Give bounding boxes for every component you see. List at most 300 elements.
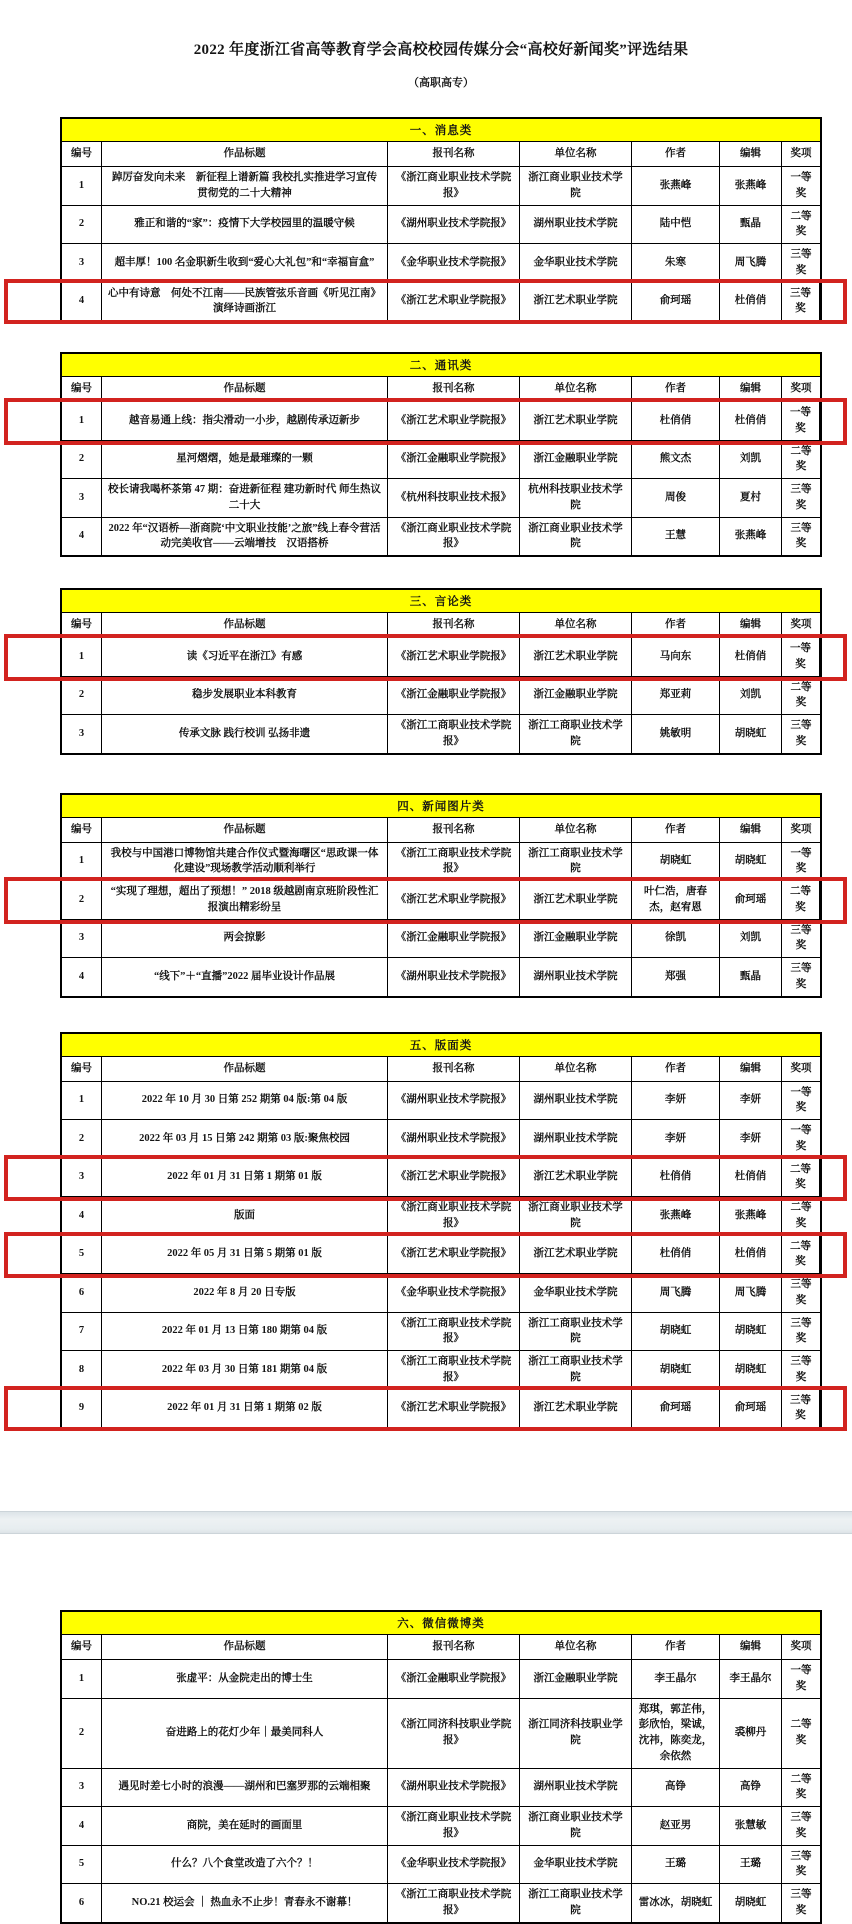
cell-award: 二等奖: [782, 677, 820, 716]
cell-publication: 《浙江工商职业技术学院报》: [388, 843, 520, 882]
cell-publication: 《浙江艺术职业学院报》: [388, 283, 520, 321]
table-row: [62, 167, 820, 206]
column-header: 报刊名称: [388, 377, 520, 402]
table-row: [62, 1159, 820, 1198]
cell-author: 李妍: [632, 1082, 720, 1121]
cell-author: 郑亚莉: [632, 677, 720, 716]
table-body: [62, 1660, 820, 1922]
cell-number: 2: [62, 206, 102, 245]
page-title: 2022 年度浙江省高等教育学会高校校园传媒分会“高校好新闻奖”评选结果: [193, 42, 689, 58]
column-header: 编辑: [720, 613, 782, 638]
cell-number: 9: [62, 1390, 102, 1428]
cell-title: 张虚平：从金院走出的博士生: [102, 1660, 388, 1699]
cell-organization: 浙江艺术职业学院: [520, 1159, 632, 1198]
cell-award: 三等奖: [782, 1313, 820, 1352]
cell-publication: 《金华职业技术学院报》: [388, 1846, 520, 1885]
cell-number: 4: [62, 518, 102, 556]
section-title: 四、新闻图片类: [397, 800, 485, 813]
cell-number: 3: [62, 1159, 102, 1198]
cell-author: 杜俏俏: [632, 1159, 720, 1198]
cell-number: 1: [62, 1082, 102, 1121]
cell-title: 2022 年 10 月 30 日第 252 期第 04 版:第 04 版: [102, 1082, 388, 1121]
cell-number: 1: [62, 402, 102, 441]
column-header: 作者: [632, 142, 720, 167]
cell-title: 商院，美在延时的画面里: [102, 1807, 388, 1846]
page-separator-band: [0, 1511, 852, 1534]
cell-editor: 刘凯: [720, 920, 782, 959]
column-header: 奖项: [782, 377, 820, 402]
column-header: 报刊名称: [388, 818, 520, 843]
cell-number: 1: [62, 843, 102, 882]
cell-publication: 《浙江艺术职业学院报》: [388, 1390, 520, 1428]
cell-title: 2022 年 05 月 31 日第 5 期第 01 版: [102, 1236, 388, 1275]
cell-publication: 《湖州职业技术学院报》: [388, 1082, 520, 1121]
cell-publication: 《浙江金融职业学院报》: [388, 1660, 520, 1699]
cell-title: 读《习近平在浙江》有感: [102, 638, 388, 677]
cell-award: 三等奖: [782, 1846, 820, 1885]
cell-author: 杜俏俏: [632, 402, 720, 441]
cell-number: 3: [62, 479, 102, 518]
section-title-bar: [62, 1034, 820, 1057]
cell-title: 2022 年 01 月 13 日第 180 期第 04 版: [102, 1313, 388, 1352]
column-header: 编辑: [720, 818, 782, 843]
table-row: [62, 1769, 820, 1808]
cell-title: 超丰厚！100 名金职新生收到“爱心大礼包”和“幸福盲盒”: [102, 244, 388, 283]
cell-author: 郑强: [632, 958, 720, 996]
cell-editor: 杜俏俏: [720, 1236, 782, 1275]
cell-title: “实现了理想，超出了预想！” 2018 级越剧南京班阶段性汇报演出精彩纷呈: [102, 881, 388, 920]
cell-award: 一等奖: [782, 1082, 820, 1121]
cell-title: 2022 年 03 月 15 日第 242 期第 03 版:聚焦校园: [102, 1120, 388, 1159]
column-header: 报刊名称: [388, 142, 520, 167]
cell-publication: 《杭州科技职业技术报》: [388, 479, 520, 518]
column-header: 作者: [632, 1635, 720, 1660]
column-header: 编号: [62, 377, 102, 402]
cell-number: 2: [62, 441, 102, 480]
cell-author: 张燕峰: [632, 167, 720, 206]
cell-organization: 浙江商业职业技术学院: [520, 167, 632, 206]
cell-award: 一等奖: [782, 1120, 820, 1159]
cell-title: “线下”＋“直播”2022 届毕业设计作品展: [102, 958, 388, 996]
table-row: [62, 715, 820, 753]
cell-author: 王慧: [632, 518, 720, 556]
cell-author: 杜俏俏: [632, 1236, 720, 1275]
table-row: [62, 1082, 820, 1121]
cell-author: 李妍: [632, 1120, 720, 1159]
column-header: 作品标题: [102, 377, 388, 402]
table-row: [62, 1660, 820, 1699]
section-title-bar: [62, 795, 820, 818]
column-header: 编辑: [720, 142, 782, 167]
cell-organization: 浙江金融职业学院: [520, 920, 632, 959]
cell-editor: 裘柳丹: [720, 1699, 782, 1769]
cell-title: 什么？八个食堂改造了六个？！: [102, 1846, 388, 1885]
cell-organization: 金华职业技术学院: [520, 244, 632, 283]
table-row: [62, 1699, 820, 1769]
cell-publication: 《浙江金融职业学院报》: [388, 920, 520, 959]
cell-author: 李王晶尔: [632, 1660, 720, 1699]
table-row: [62, 1390, 820, 1428]
cell-number: 5: [62, 1846, 102, 1885]
column-header: 奖项: [782, 142, 820, 167]
column-header: 编号: [62, 1057, 102, 1082]
cell-award: 三等奖: [782, 920, 820, 959]
cell-author: 陆中恺: [632, 206, 720, 245]
cell-publication: 《浙江工商职业技术学院报》: [388, 1351, 520, 1390]
cell-award: 三等奖: [790, 720, 812, 747]
cell-editor: 张燕峰: [720, 1197, 782, 1236]
column-header: 作者: [632, 377, 720, 402]
table-row: [62, 1197, 820, 1236]
cell-number: 4: [62, 1807, 102, 1846]
cell-publication: 《浙江工商职业技术学院报》: [388, 1313, 520, 1352]
cell-organization: 浙江商业职业技术学院: [520, 518, 632, 556]
cell-number: 1: [62, 638, 102, 677]
section-title-bar: [62, 1612, 820, 1635]
table-row: [62, 283, 820, 321]
cell-author: 周飞腾: [632, 1274, 720, 1313]
column-header: 作品标题: [102, 1635, 388, 1660]
table-row: [62, 518, 820, 556]
cell-organization: 浙江商业职业技术学院: [520, 1197, 632, 1236]
cell-editor: 周飞腾: [720, 1274, 782, 1313]
cell-number: 2: [62, 881, 102, 920]
cell-publication: 《浙江工商职业技术学院报》: [388, 715, 520, 753]
table-row: [62, 677, 820, 716]
cell-organization: 浙江工商职业技术学院: [520, 1313, 632, 1352]
cell-editor: 杜俏俏: [720, 283, 782, 321]
cell-editor: 王璐: [720, 1846, 782, 1885]
cell-award: 三等奖: [782, 283, 820, 321]
cell-award: 二等奖: [782, 206, 820, 245]
column-header: 单位名称: [520, 1057, 632, 1082]
table-row: [62, 1120, 820, 1159]
cell-award: 一等奖: [782, 843, 820, 882]
cell-organization: 浙江工商职业技术学院: [520, 1884, 632, 1922]
cell-number: 3: [62, 920, 102, 959]
award-section: [60, 1032, 822, 1430]
cell-author: 胡晓虹: [632, 1313, 720, 1352]
cell-editor: 杜俏俏: [720, 638, 782, 677]
award-section: [60, 1610, 822, 1924]
table-header-row: [62, 377, 820, 402]
cell-award: 一等奖: [782, 402, 820, 441]
cell-publication: 《浙江金融职业学院报》: [388, 441, 520, 480]
column-header: 奖项: [782, 1057, 820, 1082]
column-header: 编辑: [720, 377, 782, 402]
cell-award: 三等奖: [782, 1274, 820, 1313]
cell-organization: 浙江商业职业技术学院: [520, 1807, 632, 1846]
column-header: 编辑: [720, 1057, 782, 1082]
cell-author: 王璐: [632, 1846, 720, 1885]
table-row: [62, 206, 820, 245]
cell-editor: 俞珂瑶: [720, 1390, 782, 1428]
column-header: 作者: [632, 1057, 720, 1082]
table-row: [62, 244, 820, 283]
table-body: [62, 1082, 820, 1428]
cell-number: 2: [62, 1699, 102, 1769]
cell-title: 2022 年 03 月 30 日第 181 期第 04 版: [102, 1351, 388, 1390]
cell-number: 8: [62, 1351, 102, 1390]
column-header: 编号: [62, 613, 102, 638]
cell-number: 6: [62, 1274, 102, 1313]
cell-organization: 湖州职业技术学院: [520, 1120, 632, 1159]
cell-award: 一等奖: [782, 1660, 820, 1699]
cell-award: 二等奖: [782, 1236, 820, 1275]
cell-award: 二等奖: [782, 1699, 820, 1769]
cell-organization: 湖州职业技术学院: [520, 1769, 632, 1808]
table-body: [62, 843, 820, 996]
column-header: 奖项: [782, 613, 820, 638]
cell-organization: 杭州科技职业技术学院: [520, 479, 632, 518]
cell-author: 赵亚男: [632, 1807, 720, 1846]
table-row: [62, 1846, 820, 1885]
cell-title: 2022 年 8 月 20 日专版: [102, 1274, 388, 1313]
column-header: 编号: [62, 142, 102, 167]
table-row: [62, 441, 820, 480]
cell-title: 心中有诗意 何处不江南——民族管弦乐音画《听见江南》演绎诗画浙江: [102, 283, 388, 321]
document-page: [0, 38, 852, 1924]
cell-award: 二等奖: [782, 881, 820, 920]
table-header-row: [62, 1635, 820, 1660]
cell-title: 稳步发展职业本科教育: [102, 677, 388, 716]
cell-publication: 《湖州职业技术学院报》: [388, 206, 520, 245]
cell-organization: 浙江金融职业学院: [520, 677, 632, 716]
column-header: 单位名称: [520, 142, 632, 167]
cell-organization: 浙江工商职业技术学院: [520, 715, 632, 753]
cell-editor: 刘凯: [720, 677, 782, 716]
column-header: 作品标题: [102, 142, 388, 167]
award-section: [60, 588, 822, 755]
column-header: 作品标题: [102, 818, 388, 843]
cell-author: 朱寒: [632, 244, 720, 283]
cell-author: 俞珂瑶: [632, 283, 720, 321]
cell-editor: 胡晓虹: [720, 1884, 782, 1922]
cell-publication: 《金华职业技术学院报》: [388, 1274, 520, 1313]
cell-number: 5: [62, 1236, 102, 1275]
award-section: [60, 352, 822, 557]
cell-publication: 《湖州职业技术学院报》: [388, 958, 520, 996]
cell-title: 传承文脉 践行校训 弘扬非遗: [102, 715, 388, 753]
cell-publication: 《浙江艺术职业学院报》: [388, 1159, 520, 1198]
cell-title: 遇见时差七小时的浪漫——湖州和巴塞罗那的云端相聚: [102, 1769, 388, 1808]
cell-editor: 胡晓虹: [720, 1351, 782, 1390]
cell-number: 4: [62, 283, 102, 321]
cell-author: 熊文杰: [632, 441, 720, 480]
cell-author: 张燕峰: [632, 1197, 720, 1236]
cell-author: 俞珂瑶: [632, 1390, 720, 1428]
table-row: [62, 1351, 820, 1390]
cell-organization: 浙江艺术职业学院: [520, 1236, 632, 1275]
cell-editor: 甄晶: [720, 206, 782, 245]
cell-title: 奋进路上的花灯少年｜最美同科人: [102, 1699, 388, 1769]
cell-author: 胡晓虹: [632, 843, 720, 882]
cell-editor: 甄晶: [720, 958, 782, 996]
cell-editor: 张慧敏: [720, 1807, 782, 1846]
cell-publication: 《浙江商业职业技术学院报》: [388, 1807, 520, 1846]
table-body: [62, 402, 820, 555]
page-subtitle: （高职高专）: [408, 77, 474, 89]
cell-number: 3: [62, 1769, 102, 1808]
cell-organization: 金华职业技术学院: [520, 1274, 632, 1313]
cell-title: 版面: [102, 1197, 388, 1236]
cell-organization: 湖州职业技术学院: [520, 206, 632, 245]
section-title: 五、版面类: [409, 1039, 473, 1052]
table-header-row: [62, 818, 820, 843]
cell-organization: 湖州职业技术学院: [520, 1082, 632, 1121]
cell-editor: 胡晓虹: [720, 1313, 782, 1352]
cell-publication: 《浙江商业职业技术学院报》: [388, 518, 520, 556]
cell-publication: 《浙江工商职业技术学院报》: [388, 1884, 520, 1922]
award-section: [60, 793, 822, 998]
cell-publication: 《浙江金融职业学院报》: [388, 677, 520, 716]
cell-number: 7: [62, 1313, 102, 1352]
cell-title: 雅正和谐的“家”：疫情下大学校园里的温暖守候: [102, 206, 388, 245]
cell-number: 1: [62, 167, 102, 206]
column-header: 作者: [632, 613, 720, 638]
column-header: 单位名称: [520, 613, 632, 638]
cell-number: 6: [62, 1884, 102, 1922]
cell-number: 3: [62, 244, 102, 283]
cell-organization: 浙江艺术职业学院: [520, 1390, 632, 1428]
cell-organization: 浙江金融职业学院: [520, 441, 632, 480]
column-header: 作者: [632, 818, 720, 843]
cell-award: 一等奖: [782, 638, 820, 677]
cell-award: 一等奖: [782, 167, 820, 206]
column-header: 单位名称: [520, 818, 632, 843]
column-header: 报刊名称: [388, 613, 520, 638]
award-section: [60, 117, 822, 322]
cell-title: 2022 年 01 月 31 日第 1 期第 02 版: [102, 1390, 388, 1428]
column-header: 奖项: [782, 818, 820, 843]
cell-number: 4: [62, 1197, 102, 1236]
cell-organization: 浙江艺术职业学院: [520, 638, 632, 677]
cell-editor: 李妍: [720, 1120, 782, 1159]
table-row: [62, 638, 820, 677]
cell-editor: 胡晓虹: [720, 715, 782, 753]
table-row: [62, 1313, 820, 1352]
column-header: 单位名称: [520, 377, 632, 402]
cell-award: 三等奖: [782, 479, 820, 518]
cell-award: 二等奖: [782, 441, 820, 480]
cell-award: 三等奖: [782, 244, 820, 283]
cell-title: 两会掠影: [102, 920, 388, 959]
cell-author: 周俊: [632, 479, 720, 518]
cell-award: 三等奖: [790, 522, 812, 550]
section-title: 三、言论类: [409, 596, 473, 608]
column-header: 报刊名称: [388, 1635, 520, 1660]
table-row: [62, 920, 820, 959]
table-header-row: [62, 613, 820, 638]
table-row: [62, 1884, 820, 1922]
cell-award: 三等奖: [790, 963, 812, 990]
table-row: [62, 402, 820, 441]
cell-publication: 《浙江艺术职业学院报》: [388, 402, 520, 441]
cell-author: 高铮: [632, 1769, 720, 1808]
cell-editor: 刘凯: [720, 441, 782, 480]
section-title-bar: [62, 590, 820, 613]
cell-publication: 《湖州职业技术学院报》: [388, 1120, 520, 1159]
column-header: 编辑: [720, 1635, 782, 1660]
cell-title: 2022 年 01 月 31 日第 1 期第 01 版: [102, 1159, 388, 1198]
cell-organization: 浙江金融职业学院: [520, 1660, 632, 1699]
cell-editor: 周飞腾: [720, 244, 782, 283]
cell-author: 雷冰冰，胡晓虹: [632, 1884, 720, 1922]
column-header: 奖项: [782, 1635, 820, 1660]
cell-editor: 张燕峰: [720, 518, 782, 556]
cell-number: 4: [62, 958, 102, 996]
column-header: 作品标题: [102, 613, 388, 638]
cell-number: 3: [62, 715, 102, 753]
section-title: 二、通讯类: [409, 360, 473, 372]
cell-editor: 李妍: [720, 1082, 782, 1121]
cell-award: 二等奖: [782, 1159, 820, 1198]
tables-page-2: [60, 1610, 822, 1924]
section-title: 一、消息类: [409, 125, 473, 137]
column-header: 编号: [62, 1635, 102, 1660]
table-header-row: [62, 142, 820, 167]
cell-publication: 《浙江商业职业技术学院报》: [388, 1197, 520, 1236]
table-row: [62, 843, 820, 882]
cell-author: 叶仁浩，唐春杰，赵宥恩: [632, 881, 720, 920]
cell-title: 踔厉奋发向未来 新征程上谱新篇 我校扎实推进学习宣传贯彻党的二十大精神: [102, 167, 388, 206]
cell-title: 校长请我喝杯茶第 47 期：奋进新征程 建功新时代 师生热议二十大: [102, 479, 388, 518]
cell-number: 1: [62, 1660, 102, 1699]
cell-author: 姚敏明: [632, 715, 720, 753]
cell-organization: 浙江工商职业技术学院: [520, 843, 632, 882]
cell-title: 越音易通上线：指尖滑动一小步，越剧传承迈新步: [102, 402, 388, 441]
cell-organization: 浙江艺术职业学院: [520, 402, 632, 441]
tables-page-1: [60, 117, 822, 1429]
table-header-row: [62, 1057, 820, 1082]
table-row: [62, 479, 820, 518]
cell-award: 二等奖: [782, 1197, 820, 1236]
cell-title: 2022 年“汉语桥—浙商院‘中文职业技能’之旅”线上春令营活动完美收官——云端增技 汉语搭桥: [102, 518, 388, 556]
cell-editor: 李王晶尔: [720, 1660, 782, 1699]
cell-publication: 《湖州职业技术学院报》: [388, 1769, 520, 1808]
section-title-bar: [62, 354, 820, 377]
cell-title: 我校与中国港口博物馆共建合作仪式暨海曙区“思政课一体化建设”现场教学活动顺利举行: [102, 843, 388, 882]
table-row: [62, 1236, 820, 1275]
section-title: 六、微信微博类: [397, 1618, 485, 1630]
cell-publication: 《浙江艺术职业学院报》: [388, 881, 520, 920]
section-title-bar: [62, 119, 820, 142]
cell-editor: 高铮: [720, 1769, 782, 1808]
cell-editor: 杜俏俏: [720, 1159, 782, 1198]
column-header: 报刊名称: [388, 1057, 520, 1082]
cell-author: 徐凯: [632, 920, 720, 959]
cell-publication: 《浙江艺术职业学院报》: [388, 638, 520, 677]
cell-award: 三等奖: [782, 1807, 820, 1846]
column-header: 单位名称: [520, 1635, 632, 1660]
table-row: [62, 881, 820, 920]
cell-title: NO.21 校运会 ｜ 热血永不止步！青春永不谢幕！: [102, 1884, 388, 1922]
cell-award: 三等奖: [782, 1351, 820, 1390]
cell-editor: 胡晓虹: [720, 843, 782, 882]
cell-organization: 浙江工商职业技术学院: [520, 1351, 632, 1390]
cell-title: 星河熠熠，她是最璀璨的一颗: [102, 441, 388, 480]
cell-award: 三等奖: [790, 1889, 812, 1916]
cell-number: 2: [62, 1120, 102, 1159]
cell-publication: 《金华职业技术学院报》: [388, 244, 520, 283]
table-body: [62, 167, 820, 320]
cell-organization: 浙江艺术职业学院: [520, 881, 632, 920]
cell-award: 二等奖: [782, 1769, 820, 1808]
column-header: 作品标题: [102, 1057, 388, 1082]
cell-number: 2: [62, 677, 102, 716]
cell-author: 马向东: [632, 638, 720, 677]
column-header: 编号: [62, 818, 102, 843]
